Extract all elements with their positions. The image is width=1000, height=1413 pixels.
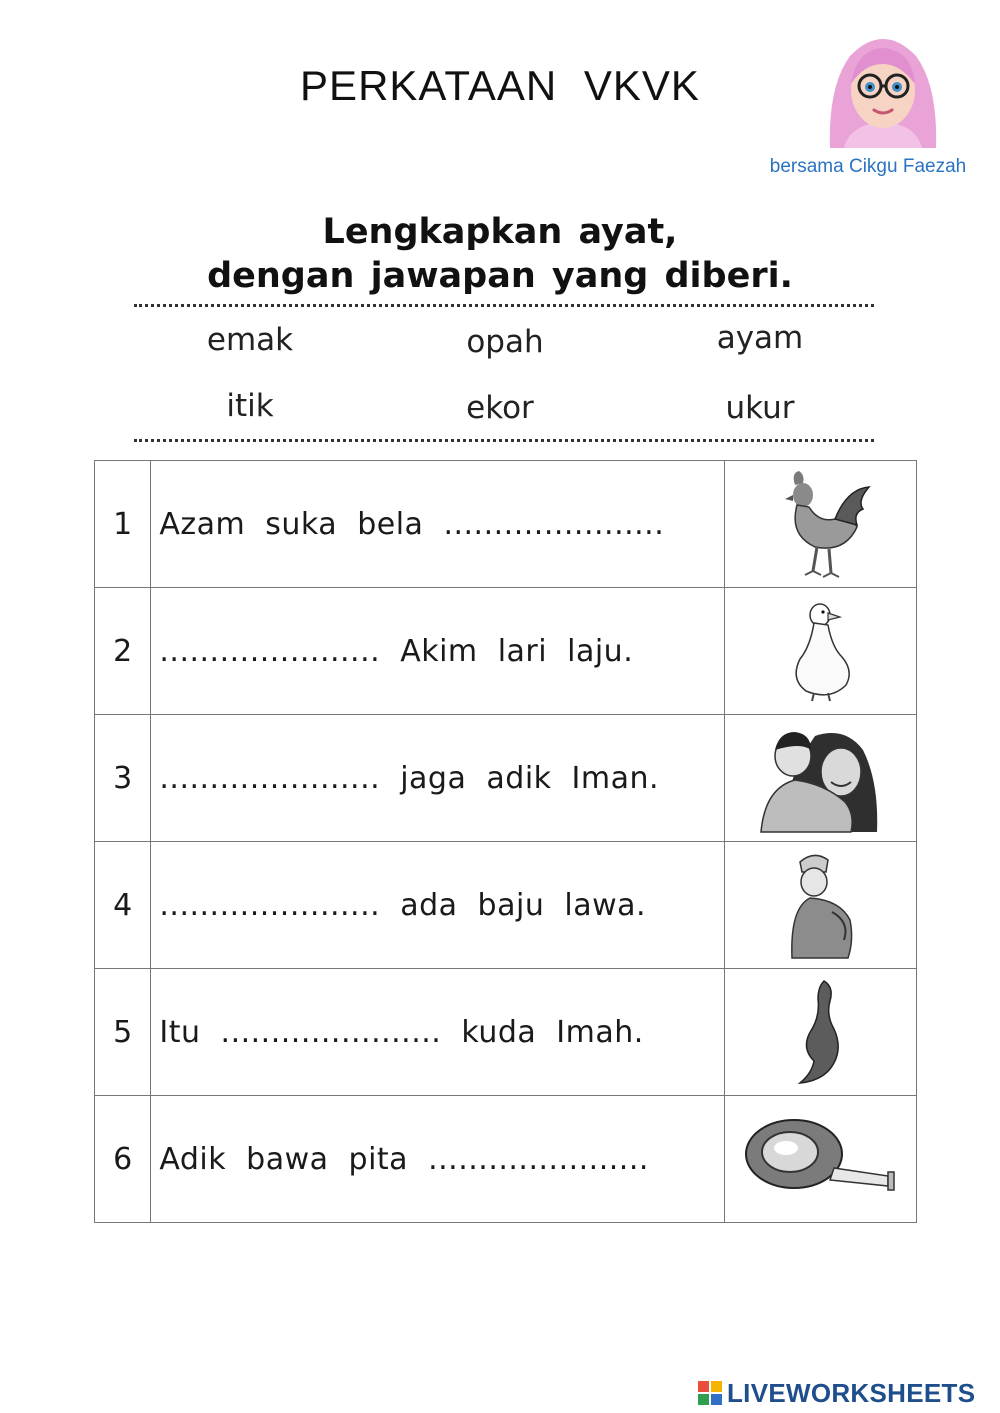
teacher-avatar [820, 26, 946, 148]
question-sentence[interactable]: ...................... Akim lari laju. [151, 588, 724, 715]
instruction [0, 210, 1000, 298]
word-bank-item: opah [466, 324, 544, 360]
question-number: 2 [95, 588, 151, 715]
worksheet-title: PERKATAAN VKVK [300, 62, 700, 109]
word-bank-item: ayam [716, 320, 804, 356]
table-row [95, 1096, 917, 1223]
table-row [95, 588, 917, 715]
question-sentence[interactable]: ...................... jaga adik Iman. [151, 715, 724, 842]
table-row [95, 842, 917, 969]
horse-tail-picture [724, 969, 916, 1096]
question-number: 5 [95, 969, 151, 1096]
question-sentence[interactable]: ...................... ada baju lawa. [151, 842, 724, 969]
table-row [95, 969, 917, 1096]
liveworksheets-logo [697, 1378, 997, 1408]
question-sentence[interactable]: Adik bawa pita ...................... [151, 1096, 724, 1223]
word-bank-item: ekor [466, 390, 534, 426]
word-bank-item: ukur [725, 390, 795, 426]
liveworksheets-icon [697, 1380, 723, 1406]
question-number: 4 [95, 842, 151, 969]
grandmother-picture [724, 842, 916, 969]
dotted-divider-top [134, 304, 874, 307]
question-table [94, 460, 917, 1223]
mother-child-picture [724, 715, 916, 842]
duck-picture [724, 588, 916, 715]
question-number: 1 [95, 461, 151, 588]
question-number: 3 [95, 715, 151, 842]
tagline: bersama Cikgu Faezah [769, 156, 967, 177]
table-row [95, 715, 917, 842]
table-row [95, 461, 917, 588]
instruction-line-2: dengan jawapan yang diberi. [207, 256, 793, 296]
dotted-divider-bottom [134, 439, 874, 442]
word-bank-item: itik [226, 388, 274, 424]
instruction-line-1: Lengkapkan ayat, [322, 212, 678, 252]
rooster-picture [724, 461, 916, 588]
question-sentence[interactable]: Itu ...................... kuda Imah. [151, 969, 724, 1096]
question-sentence[interactable]: Azam suka bela ...................... [151, 461, 724, 588]
measuring-tape-picture [724, 1096, 916, 1223]
liveworksheets-brand: LIVEWORKSHEETS [727, 1377, 976, 1408]
question-number: 6 [95, 1096, 151, 1223]
word-bank-item: emak [206, 322, 294, 358]
